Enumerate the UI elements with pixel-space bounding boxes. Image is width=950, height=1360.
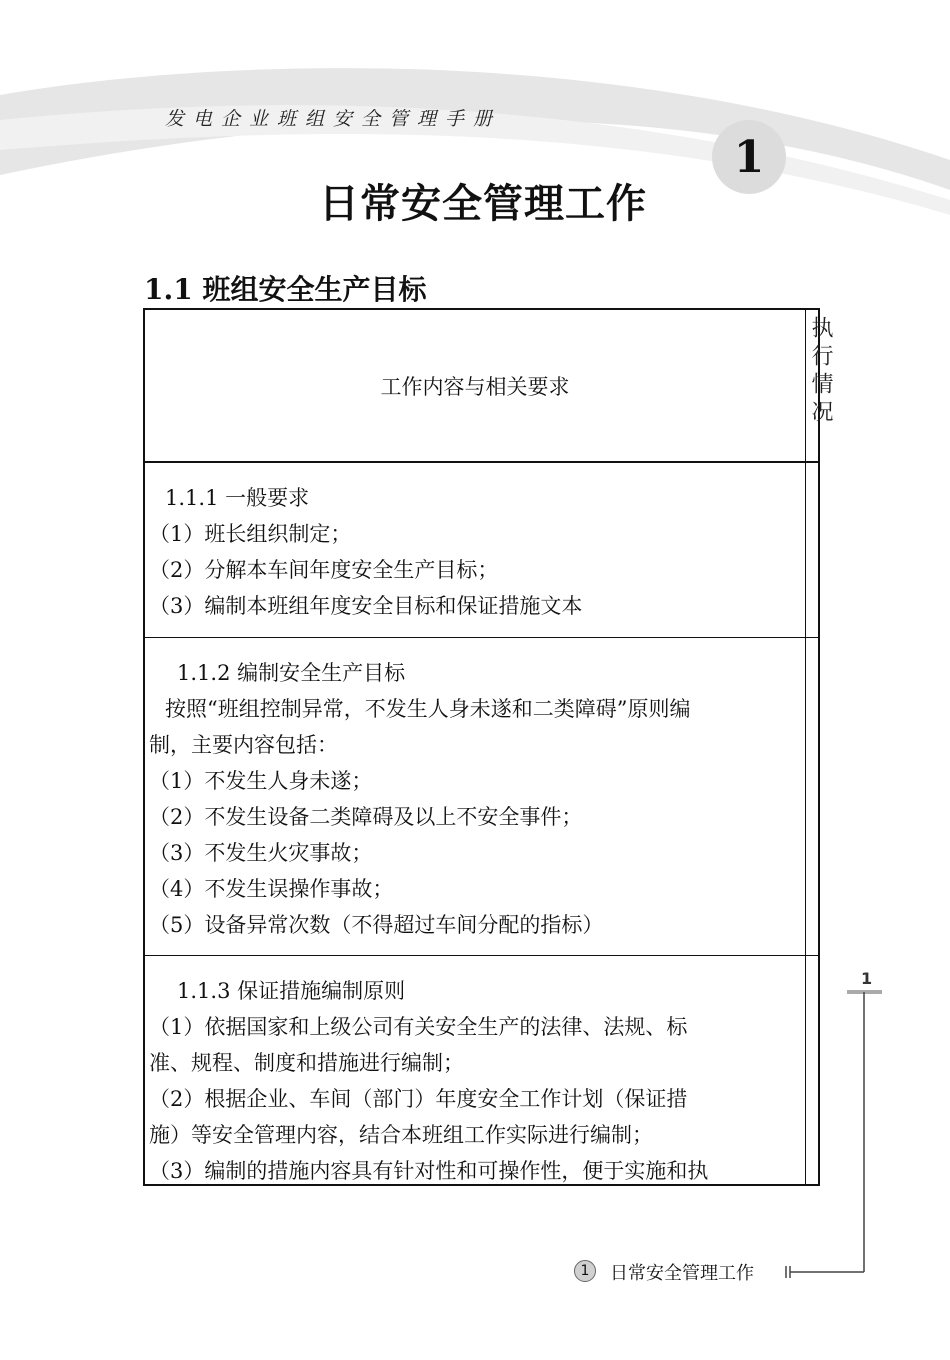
row-heading: 1.1.1 一般要求 <box>165 486 310 510</box>
requirements-table <box>143 308 833 1186</box>
row-intro: 按照“班组控制异常，不发生人身未遂和二类障碍”原则编 <box>165 697 691 721</box>
row-line: 准、规程、制度和措施进行编制； <box>149 1051 464 1075</box>
page-bracket-decoration <box>780 980 890 1280</box>
row-divider <box>145 461 818 463</box>
table-row-safety-goals <box>145 655 805 943</box>
chapter-number-badge: 1 <box>712 120 786 194</box>
section-title: 1.1 班组安全生产目标 <box>144 273 427 306</box>
chapter-title: 日常安全管理工作 <box>319 180 647 227</box>
row-line: （3）编制的措施内容具有针对性和可操作性，便于实施和执 <box>149 1159 709 1183</box>
row-line: （2）不发生设备二类障碍及以上不安全事件； <box>149 805 583 829</box>
row-line: （3）编制本班组年度安全目标和保证措施文本 <box>149 594 583 618</box>
row-line: （5）设备异常次数（不得超过车间分配的指标） <box>149 913 604 937</box>
table-row-measure-principles <box>145 973 805 1189</box>
table-header-content: 工作内容与相关要求 <box>380 375 570 399</box>
row-line: （4）不发生误操作事故； <box>149 877 394 901</box>
row-line: （1）不发生人身未遂； <box>149 769 373 793</box>
footer-chapter-title: 日常安全管理工作 <box>610 1263 754 1284</box>
row-line: （2）分解本车间年度安全生产目标； <box>149 558 499 582</box>
page-number: 1 <box>861 969 873 988</box>
table-row-general-requirements <box>145 480 805 624</box>
row-divider <box>145 637 818 638</box>
row-line: （1）班长组织制定； <box>149 522 352 546</box>
row-line: （3）不发生火灾事故； <box>149 841 373 865</box>
row-heading: 1.1.3 保证措施编制原则 <box>177 979 406 1003</box>
row-line: （1）依据国家和上级公司有关安全生产的法律、法规、标 <box>149 1015 688 1039</box>
row-line: 施）等安全管理内容，结合本班组工作实际进行编制； <box>149 1123 653 1147</box>
row-heading: 1.1.2 编制安全生产目标 <box>177 661 406 685</box>
row-line: （2）根据企业、车间（部门）年度安全工作计划（保证措 <box>149 1087 688 1111</box>
row-intro: 制，主要内容包括： <box>149 733 338 757</box>
book-title: 发电企业班组安全管理手册 <box>165 108 502 130</box>
table-header-exec-status: 执行情况 <box>808 316 833 428</box>
row-divider <box>145 955 818 956</box>
footer-chapter-badge: 1 <box>574 1260 596 1282</box>
